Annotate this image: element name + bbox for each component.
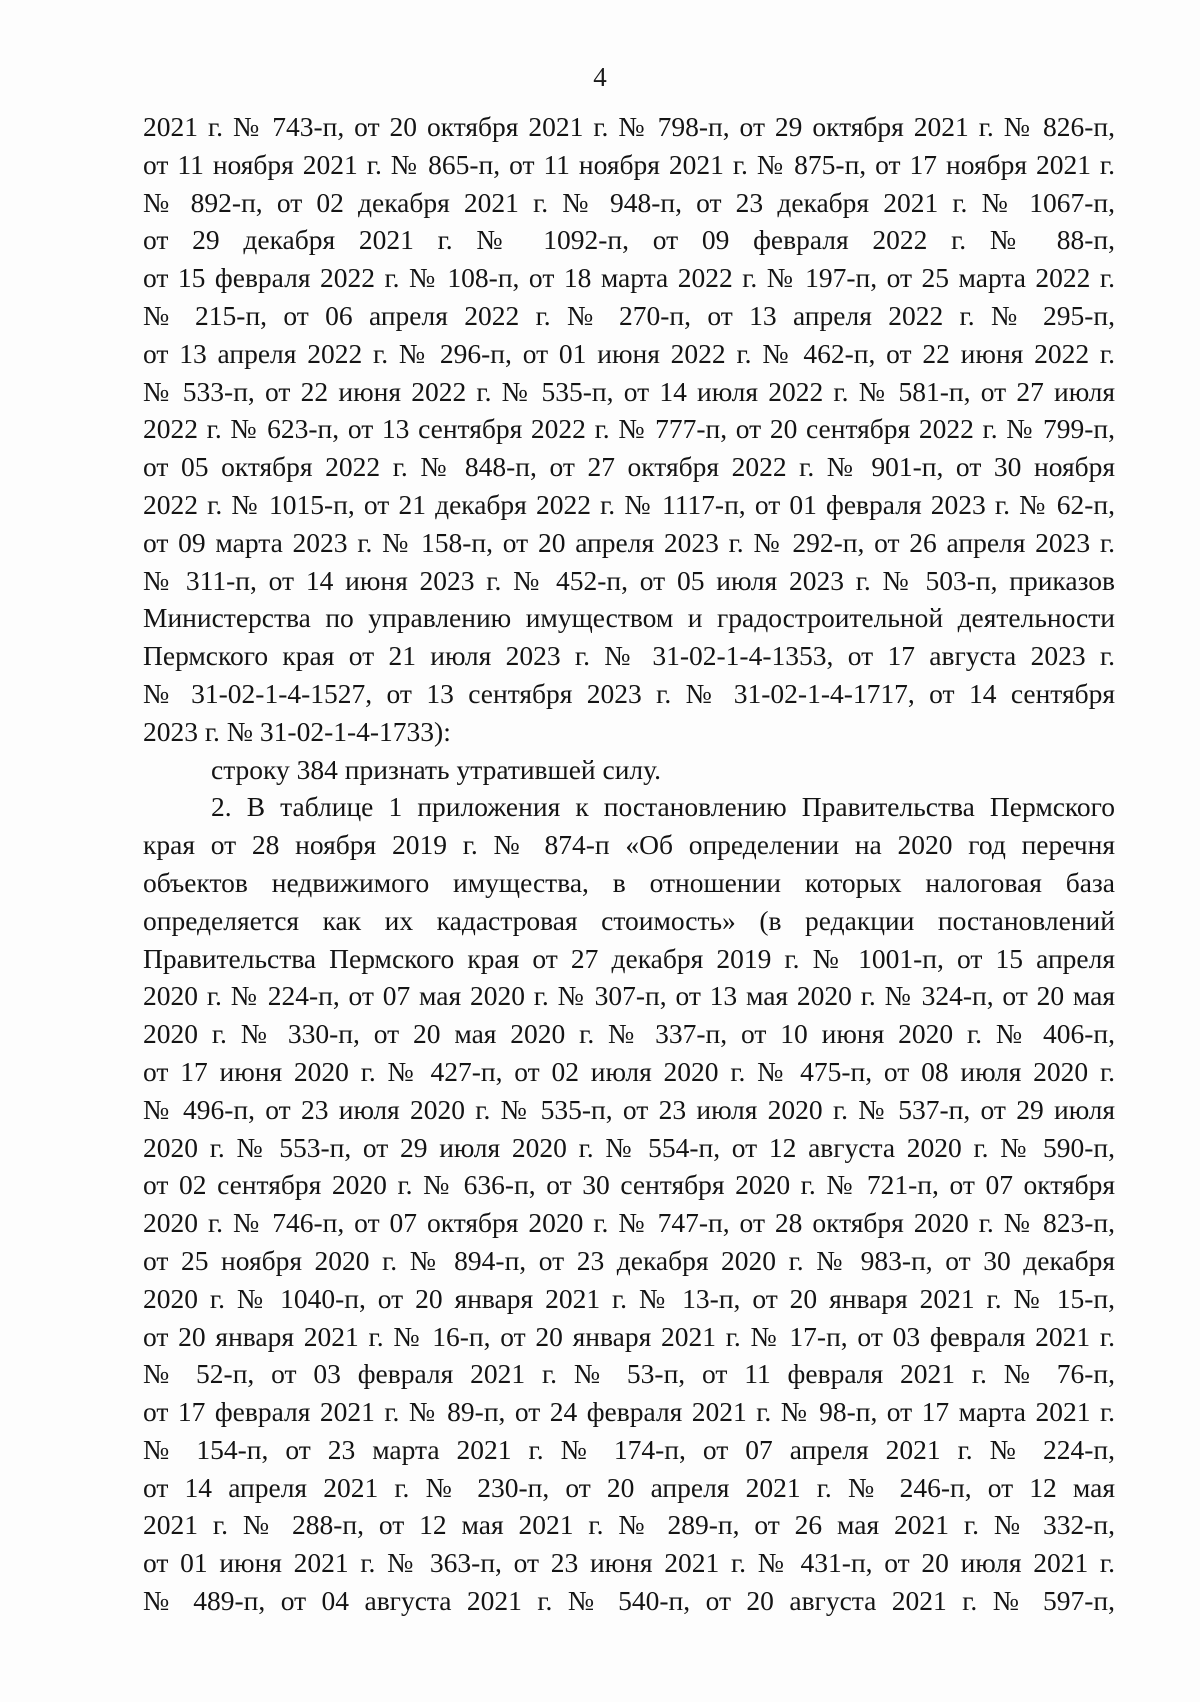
text-line: № 31-02-1-4-1527, от 13 сентября 2023 г. № 31-02-1-4-1717, от 14 сентября	[143, 677, 1115, 709]
text-line: 2020 г. № 224-п, от 07 мая 2020 г. № 307-п, от 13 мая 2020 г. № 324-п, от 20 мая	[143, 980, 1115, 1012]
text-line: от 09 марта 2023 г. № 158-п, от 20 апреля 2023 г. № 292-п, от 26 апреля 2023 г.	[143, 526, 1115, 558]
text-line: 2023 г. № 31-02-1-4-1733):	[143, 715, 451, 747]
text-line: № 496-п, от 23 июля 2020 г. № 535-п, от 23 июля 2020 г. № 537-п, от 29 июля	[143, 1093, 1115, 1125]
text-line: от 14 апреля 2021 г. № 230-п, от 20 апреля 2021 г. № 246-п, от 12 мая	[143, 1471, 1115, 1503]
text-line: 2. В таблице 1 приложения к постановлению Правительства Пермского	[211, 791, 1115, 823]
text-line: № 52-п, от 03 февраля 2021 г. № 53-п, от 11 февраля 2021 г. № 76-п,	[143, 1358, 1115, 1390]
text-line: объектов недвижимого имущества, в отношении которых налоговая база	[143, 866, 1115, 898]
text-line: от 17 февраля 2021 г. № 89-п, от 24 февраля 2021 г. № 98-п, от 17 марта 2021 г.	[143, 1396, 1115, 1428]
text-line: от 17 июня 2020 г. № 427-п, от 02 июля 2020 г. № 475-п, от 08 июля 2020 г.	[143, 1055, 1115, 1087]
text-line: края от 28 ноября 2019 г. № 874-п «Об определении на 2020 год перечня	[143, 829, 1115, 861]
text-line: от 15 февраля 2022 г. № 108-п, от 18 марта 2022 г. № 197-п, от 25 марта 2022 г.	[143, 262, 1115, 294]
text-line: от 01 июня 2021 г. № 363-п, от 23 июня 2021 г. № 431-п, от 20 июля 2021 г.	[143, 1547, 1115, 1579]
text-line: 2021 г. № 743-п, от 20 октября 2021 г. № 798-п, от 29 октября 2021 г. № 826-п,	[143, 111, 1115, 142]
text-line: от 25 ноября 2020 г. № 894-п, от 23 декабря 2020 г. № 983-п, от 30 декабря	[143, 1244, 1115, 1276]
text-line: от 05 октября 2022 г. № 848-п, от 27 октября 2022 г. № 901-п, от 30 ноября	[143, 451, 1115, 483]
text-line: 2022 г. № 1015-п, от 21 декабря 2022 г. № 1117-п, от 01 февраля 2023 г. № 62-п,	[143, 488, 1115, 520]
text-line: № 311-п, от 14 июня 2023 г. № 452-п, от 05 июля 2023 г. № 503-п, приказов	[143, 564, 1115, 596]
document-body	[143, 108, 1115, 1620]
text-line: 2021 г. № 288-п, от 12 мая 2021 г. № 289-п, от 26 мая 2021 г. № 332-п,	[143, 1509, 1115, 1541]
text-line: Министерства по управлению имуществом и градостроительной деятельности	[143, 602, 1115, 634]
text-line: № 215-п, от 06 апреля 2022 г. № 270-п, от 13 апреля 2022 г. № 295-п,	[143, 299, 1115, 331]
text-line: от 20 января 2021 г. № 16-п, от 20 января 2021 г. № 17-п, от 03 февраля 2021 г.	[143, 1320, 1115, 1352]
text-line: от 29 декабря 2021 г. № 1092-п, от 09 февраля 2022 г. № 88-п,	[143, 224, 1115, 256]
text-line: 2022 г. № 623-п, от 13 сентября 2022 г. № 777-п, от 20 сентября 2022 г. № 799-п,	[143, 413, 1115, 445]
text-line: 2020 г. № 746-п, от 07 октября 2020 г. № 747-п, от 28 октября 2020 г. № 823-п,	[143, 1207, 1115, 1239]
text-line: № 533-п, от 22 июня 2022 г. № 535-п, от 14 июля 2022 г. № 581-п, от 27 июля	[143, 375, 1115, 407]
text-line: Правительства Пермского края от 27 декабря 2019 г. № 1001-п, от 15 апреля	[143, 942, 1115, 974]
text-line: Пермского края от 21 июля 2023 г. № 31-02-1-4-1353, от 17 августа 2023 г.	[143, 640, 1115, 672]
page-number: 4	[593, 62, 607, 92]
text-line: определяется как их кадастровая стоимость» (в редакции постановлений	[143, 904, 1115, 936]
text-line: № 154-п, от 23 марта 2021 г. № 174-п, от 07 апреля 2021 г. № 224-п,	[143, 1433, 1115, 1465]
text-line: 2020 г. № 1040-п, от 20 января 2021 г. № 13-п, от 20 января 2021 г. № 15-п,	[143, 1282, 1115, 1314]
text-line: 2020 г. № 553-п, от 29 июля 2020 г. № 554-п, от 12 августа 2020 г. № 590-п,	[143, 1131, 1115, 1163]
text-line: от 11 ноября 2021 г. № 865-п, от 11 ноября 2021 г. № 875-п, от 17 ноября 2021 г.	[143, 148, 1115, 180]
text-line: № 892-п, от 02 декабря 2021 г. № 948-п, от 23 декабря 2021 г. № 1067-п,	[143, 186, 1115, 218]
text-line: от 02 сентября 2020 г. № 636-п, от 30 сентября 2020 г. № 721-п, от 07 октября	[143, 1169, 1115, 1201]
text-line: № 489-п, от 04 августа 2021 г. № 540-п, от 20 августа 2021 г. № 597-п,	[143, 1585, 1115, 1617]
text-line: 2020 г. № 330-п, от 20 мая 2020 г. № 337-п, от 10 июня 2020 г. № 406-п,	[143, 1018, 1115, 1050]
text-line: строку 384 признать утратившей силу.	[211, 753, 662, 785]
text-line: от 13 апреля 2022 г. № 296-п, от 01 июня 2022 г. № 462-п, от 22 июня 2022 г.	[143, 337, 1115, 369]
